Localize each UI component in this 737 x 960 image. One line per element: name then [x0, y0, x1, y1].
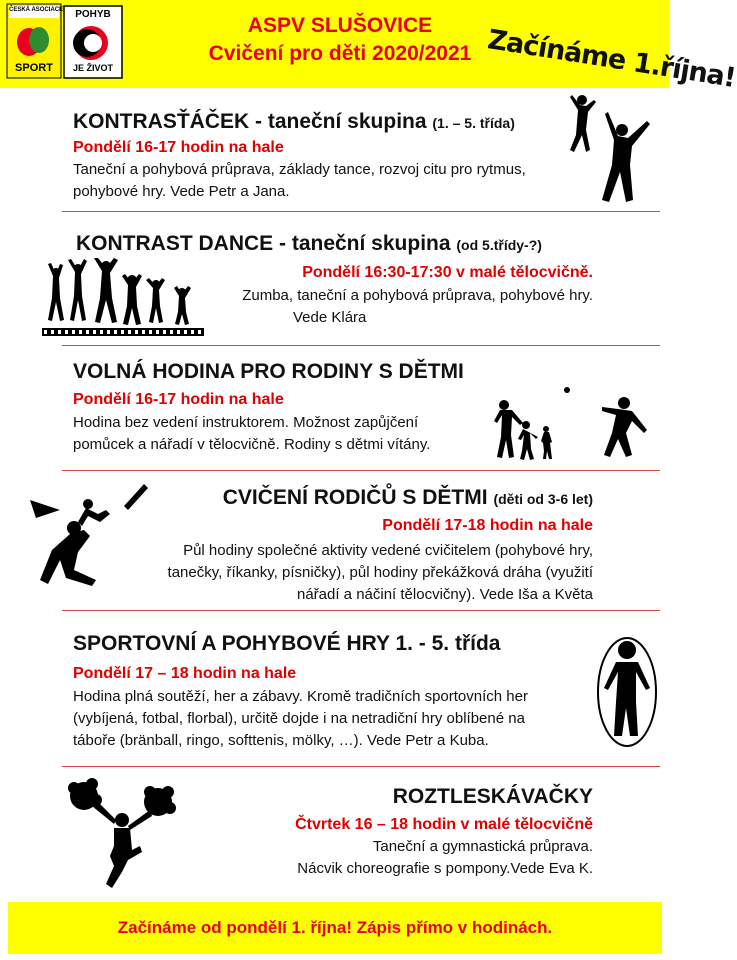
section-4-title: CVIČENÍ RODIČŮ S DĚTMI (děti od 3-6 let)	[222, 486, 593, 509]
section-2-desc-2: Vede Klára	[293, 309, 367, 326]
divider-1	[62, 211, 660, 212]
section-3-desc-1: Hodina bez vedení instruktorem. Možnost zapůjčení	[73, 414, 419, 431]
footer-banner: Začínáme od pondělí 1. října! Zápis přímo v hodinách.	[8, 902, 662, 954]
section-4-note: (děti od 3-6 let)	[493, 491, 593, 507]
section-4-desc-3: nářadí a náčiní tělocvičny). Vede Iša a Květa	[296, 586, 593, 603]
pohyb-je-zivot-logo	[64, 6, 122, 78]
section-4-time: Pondělí 17-18 hodin na hale	[382, 517, 593, 534]
section-2-desc-1: Zumba, taneční a pohybová průprava, pohybové hry.	[242, 287, 593, 304]
section-6-desc-2: Nácvik choreografie s pompony.Vede Eva K.	[297, 860, 593, 877]
header-banner	[0, 0, 737, 94]
section-2-time: Pondělí 16:30-17:30 v malé tělocvičně.	[302, 264, 593, 281]
section-1-time: Pondělí 16-17 hodin na hale	[73, 139, 284, 156]
title-line-2: Cvičení pro děti 2020/2021	[208, 42, 472, 65]
section-6-title: ROZTLESKÁVAČKY	[392, 785, 593, 808]
parent-child-silhouette-icon	[30, 480, 150, 590]
section-5-title: SPORTOVNÍ A POHYBOVÉ HRY 1. - 5. třída	[73, 632, 501, 655]
divider-4	[62, 610, 660, 611]
dance-crowd-silhouette-icon	[42, 258, 204, 338]
section-3-time: Pondělí 16-17 hodin na hale	[73, 391, 284, 408]
logo-left-top-text: ČESKÁ ASOCIACE	[9, 7, 64, 13]
logo-right-bottom-text: JE ŽIVOT	[72, 63, 113, 73]
logo-left-bottom-text: SPORT	[15, 62, 53, 74]
section-5-desc-1: Hodina plná soutěží, her a zábavy. Kromě tradičních sportovních her	[73, 688, 528, 705]
section-2-title: KONTRAST DANCE - taneční skupina (od 5.třídy-?)	[76, 232, 542, 255]
section-1-note: (1. – 5. třída)	[432, 115, 515, 131]
section-6-desc-1: Taneční a gymnastická průprava.	[372, 838, 593, 855]
jump-rope-silhouette-icon	[594, 636, 660, 748]
section-4-desc-2: tanečky, říkanky, písničky), půl hodiny překážková dráha (využití	[167, 564, 593, 581]
family-playing-ball-icon	[492, 385, 662, 465]
section-1-desc-1: Taneční a pohybová průprava, základy tance, rozvoj citu pro rytmus,	[73, 161, 526, 178]
cheerleader-silhouette-icon	[62, 776, 182, 892]
page-title	[190, 12, 490, 68]
section-1-title: KONTRASŤÁČEK - taneční skupina (1. – 5. třída)	[73, 110, 515, 133]
divider-5	[62, 766, 660, 767]
cesa-sport-logo	[7, 4, 64, 78]
divider-2	[62, 345, 660, 346]
section-1-desc-2: pohybové hry. Vede Petr a Jana.	[73, 183, 290, 200]
section-5-time: Pondělí 17 – 18 hodin na hale	[73, 665, 297, 682]
section-5-desc-2: (vybíjená, fotbal, florbal), určitě dojde i na netradiční hry oblíbené na	[73, 710, 525, 727]
start-note: Začínáme 1.října!	[485, 24, 737, 94]
logo-right-top-text: POHYB	[75, 9, 111, 20]
dancers-silhouette-icon	[562, 90, 662, 210]
section-5-desc-3: táboře (bränball, ringo, softtenis, mölky, …). Vede Petr a Kuba.	[73, 732, 489, 749]
section-3-desc-2: pomůcek a nářadí v tělocvičně. Rodiny s dětmi vítány.	[73, 436, 431, 453]
section-4-desc-1: Půl hodiny společné aktivity vedené cvičitelem (pohybové hry,	[183, 542, 593, 559]
section-3-title: VOLNÁ HODINA PRO RODINY S DĚTMI	[73, 360, 464, 383]
section-2-note: (od 5.třídy-?)	[456, 237, 542, 253]
divider-3	[62, 470, 660, 471]
title-line-1: ASPV SLUŠOVICE	[247, 14, 433, 37]
section-6-time: Čtvrtek 16 – 18 hodin v malé tělocvičně	[295, 816, 593, 833]
